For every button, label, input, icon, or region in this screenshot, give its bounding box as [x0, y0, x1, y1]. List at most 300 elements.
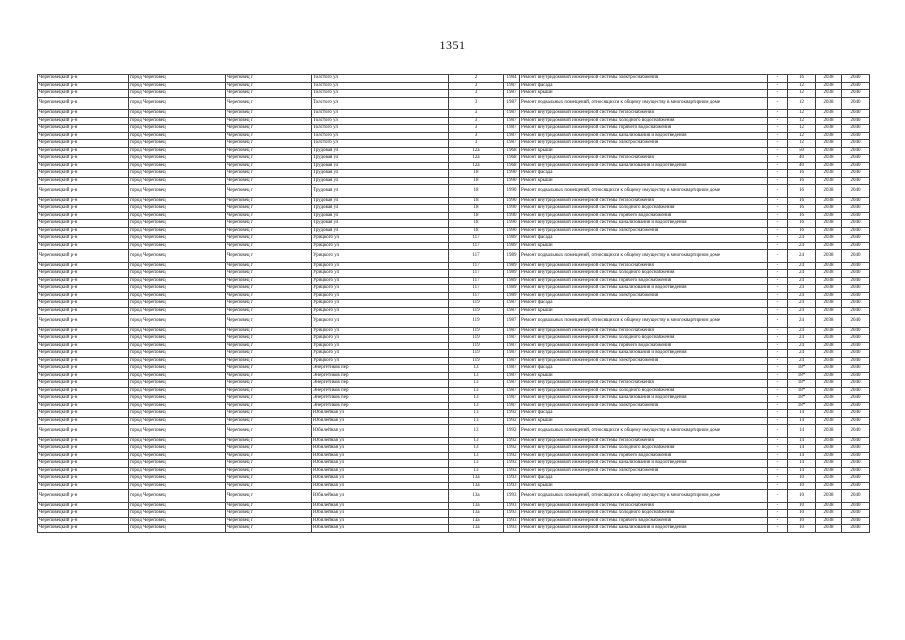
build-year-cell: 1992: [504, 417, 520, 425]
work-type-cell: Ремонт фасада: [520, 365, 768, 373]
table-row: [38, 517, 870, 525]
table-row: [38, 437, 870, 445]
work-type-cell: Ремонт внутридомовой инженерной системы канализования и водоотведения: [520, 220, 768, 228]
house-number-cell: 12а: [449, 147, 504, 155]
municipality-cell: город Череповец: [129, 357, 226, 365]
street-cell: Толстого ул: [312, 97, 449, 110]
build-year-cell: 1993: [504, 490, 520, 503]
dash-cell: -: [768, 125, 788, 133]
street-cell: Урицкого ул: [312, 335, 449, 343]
dash-cell: -: [768, 502, 788, 510]
end-year-cell: 2040: [842, 212, 870, 220]
street-cell: Урицкого ул: [312, 342, 449, 350]
work-type-cell: Ремонт внутридомовой инженерной системы горячего водоснабжения: [520, 212, 768, 220]
table-row: [38, 307, 870, 315]
build-year-cell: 1987: [504, 300, 520, 308]
quantity-cell: 10: [788, 517, 816, 525]
start-year-cell: 2038: [816, 490, 842, 503]
street-cell: Урицкого ул: [312, 292, 449, 300]
district-cell: Череповецкий р-н: [38, 467, 129, 475]
street-cell: Урицкого ул: [312, 307, 449, 315]
locality-cell: Череповец г: [226, 185, 312, 198]
locality-cell: Череповец г: [226, 277, 312, 285]
street-cell: Трудовая ул: [312, 220, 449, 228]
house-number-cell: 18: [449, 197, 504, 205]
dash-cell: -: [768, 212, 788, 220]
municipality-cell: город Череповец: [129, 410, 226, 418]
quantity-cell: 12: [788, 90, 816, 98]
table-row: [38, 387, 870, 395]
end-year-cell: 2040: [842, 242, 870, 250]
house-number-cell: 13а: [449, 517, 504, 525]
district-cell: Череповецкий р-н: [38, 437, 129, 445]
locality-cell: Череповец г: [226, 467, 312, 475]
start-year-cell: 2038: [816, 402, 842, 410]
municipality-cell: город Череповец: [129, 270, 226, 278]
work-type-cell: Ремонт подвальных помещений, относящихся к общему имуществу в многоквартирном доме: [520, 185, 768, 198]
street-cell: Толстого ул: [312, 125, 449, 133]
street-cell: Толстого ул: [312, 110, 449, 118]
work-type-cell: Ремонт крыши: [520, 307, 768, 315]
end-year-cell: 2040: [842, 285, 870, 293]
street-cell: Урицкого ул: [312, 270, 449, 278]
dash-cell: -: [768, 335, 788, 343]
work-type-cell: Ремонт внутридомовой инженерной системы канализования и водоотведения: [520, 395, 768, 403]
dash-cell: -: [768, 262, 788, 270]
street-cell: Урицкого ул: [312, 250, 449, 263]
municipality-cell: город Череповец: [129, 417, 226, 425]
work-type-cell: Ремонт внутридомовой инженерной системы горячего водоснабжения: [520, 452, 768, 460]
table-row: [38, 467, 870, 475]
quantity-cell: 24: [788, 250, 816, 263]
table-row: [38, 242, 870, 250]
work-type-cell: Ремонт крыши: [520, 242, 768, 250]
start-year-cell: 2038: [816, 425, 842, 438]
table-row: [38, 460, 870, 468]
dash-cell: -: [768, 410, 788, 418]
end-year-cell: 2040: [842, 387, 870, 395]
house-number-cell: 3: [449, 90, 504, 98]
work-type-cell: Ремонт фасада: [520, 300, 768, 308]
street-cell: Энергетиков пер: [312, 395, 449, 403]
work-type-cell: Ремонт подвальных помещений, относящихся к общему имуществу в многоквартирном доме: [520, 315, 768, 328]
work-type-cell: Ремонт внутридомовой инженерной системы горячего водоснабжения: [520, 342, 768, 350]
end-year-cell: 2040: [842, 185, 870, 198]
end-year-cell: 2040: [842, 372, 870, 380]
start-year-cell: 2038: [816, 292, 842, 300]
end-year-cell: 2040: [842, 490, 870, 503]
end-year-cell: 2040: [842, 270, 870, 278]
municipality-cell: город Череповец: [129, 125, 226, 133]
table-row: [38, 357, 870, 365]
municipality-cell: город Череповец: [129, 227, 226, 235]
locality-cell: Череповец г: [226, 227, 312, 235]
dash-cell: -: [768, 140, 788, 148]
house-number-cell: 3: [449, 82, 504, 90]
municipality-cell: город Череповец: [129, 482, 226, 490]
municipality-cell: город Череповец: [129, 380, 226, 388]
quantity-cell: 18*: [788, 402, 816, 410]
build-year-cell: 1989: [504, 250, 520, 263]
build-year-cell: 1990: [504, 177, 520, 185]
house-number-cell: 18: [449, 220, 504, 228]
work-type-cell: Ремонт внутридомовой инженерной системы теплоснабжения: [520, 155, 768, 163]
build-year-cell: 1987: [504, 315, 520, 328]
build-year-cell: 1992: [504, 452, 520, 460]
municipality-cell: город Череповец: [129, 205, 226, 213]
end-year-cell: 2040: [842, 467, 870, 475]
dash-cell: -: [768, 235, 788, 243]
locality-cell: Череповец г: [226, 327, 312, 335]
build-year-cell: 1990: [504, 197, 520, 205]
table-row: [38, 82, 870, 90]
house-number-cell: 13: [449, 410, 504, 418]
table-row: [38, 177, 870, 185]
district-cell: Череповецкий р-н: [38, 242, 129, 250]
street-cell: Юбилейная ул: [312, 445, 449, 453]
dash-cell: -: [768, 197, 788, 205]
street-cell: Толстого ул: [312, 75, 449, 83]
work-type-cell: Ремонт фасада: [520, 410, 768, 418]
district-cell: Череповецкий р-н: [38, 327, 129, 335]
build-year-cell: 1992: [504, 460, 520, 468]
house-number-cell: 18: [449, 227, 504, 235]
table-row: [38, 315, 870, 328]
house-number-cell: 3: [449, 110, 504, 118]
dash-cell: -: [768, 277, 788, 285]
municipality-cell: город Череповец: [129, 140, 226, 148]
district-cell: Череповецкий р-н: [38, 510, 129, 518]
street-cell: Юбилейная ул: [312, 467, 449, 475]
quantity-cell: 24: [788, 242, 816, 250]
quantity-cell: 16: [788, 170, 816, 178]
house-number-cell: 13: [449, 437, 504, 445]
build-year-cell: 1987: [504, 97, 520, 110]
quantity-cell: 14: [788, 437, 816, 445]
quantity-cell: 12: [788, 82, 816, 90]
district-cell: Череповецкий р-н: [38, 387, 129, 395]
district-cell: Череповецкий р-н: [38, 250, 129, 263]
table-row: [38, 335, 870, 343]
house-number-cell: 119: [449, 300, 504, 308]
street-cell: Трудовая ул: [312, 155, 449, 163]
work-type-cell: Ремонт внутридомовой инженерной системы теплоснабжения: [520, 502, 768, 510]
dash-cell: -: [768, 117, 788, 125]
work-type-cell: Ремонт внутридомовой инженерной системы горячего водоснабжения: [520, 125, 768, 133]
start-year-cell: 2038: [816, 75, 842, 83]
house-number-cell: 117: [449, 235, 504, 243]
work-type-cell: Ремонт внутридомовой инженерной системы холодного водоснабжения: [520, 117, 768, 125]
municipality-cell: город Череповец: [129, 177, 226, 185]
dash-cell: -: [768, 402, 788, 410]
dash-cell: -: [768, 517, 788, 525]
quantity-cell: 24: [788, 262, 816, 270]
district-cell: Череповецкий р-н: [38, 97, 129, 110]
quantity-cell: 12: [788, 97, 816, 110]
dash-cell: -: [768, 132, 788, 140]
district-cell: Череповецкий р-н: [38, 125, 129, 133]
start-year-cell: 2038: [816, 82, 842, 90]
table-row: [38, 90, 870, 98]
quantity-cell: 18*: [788, 395, 816, 403]
quantity-cell: 16: [788, 205, 816, 213]
dash-cell: -: [768, 395, 788, 403]
work-type-cell: Ремонт внутридомовой инженерной системы электроснабжения: [520, 227, 768, 235]
work-type-cell: Ремонт внутридомовой инженерной системы канализования и водоотведения: [520, 285, 768, 293]
start-year-cell: 2038: [816, 220, 842, 228]
end-year-cell: 2040: [842, 452, 870, 460]
work-type-cell: Ремонт фасада: [520, 475, 768, 483]
work-type-cell: Ремонт крыши: [520, 90, 768, 98]
locality-cell: Череповец г: [226, 300, 312, 308]
table-row: [38, 220, 870, 228]
house-number-cell: 12а: [449, 155, 504, 163]
municipality-cell: город Череповец: [129, 235, 226, 243]
municipality-cell: город Череповец: [129, 155, 226, 163]
quantity-cell: 16: [788, 212, 816, 220]
table-row: [38, 110, 870, 118]
table-row: [38, 425, 870, 438]
quantity-cell: 10: [788, 482, 816, 490]
build-year-cell: 1990: [504, 212, 520, 220]
build-year-cell: 1968: [504, 162, 520, 170]
start-year-cell: 2038: [816, 380, 842, 388]
municipality-cell: город Череповец: [129, 365, 226, 373]
end-year-cell: 2040: [842, 147, 870, 155]
start-year-cell: 2038: [816, 212, 842, 220]
start-year-cell: 2038: [816, 410, 842, 418]
district-cell: Череповецкий р-н: [38, 132, 129, 140]
quantity-cell: 16: [788, 197, 816, 205]
start-year-cell: 2038: [816, 475, 842, 483]
district-cell: Череповецкий р-н: [38, 525, 129, 533]
dash-cell: -: [768, 525, 788, 533]
build-year-cell: 1992: [504, 425, 520, 438]
dash-cell: -: [768, 185, 788, 198]
build-year-cell: 1993: [504, 525, 520, 533]
municipality-cell: город Череповец: [129, 212, 226, 220]
municipality-cell: город Череповец: [129, 82, 226, 90]
house-number-cell: 18: [449, 177, 504, 185]
house-number-cell: 2: [449, 75, 504, 83]
locality-cell: Череповец г: [226, 220, 312, 228]
repair-schedule-table: [37, 74, 870, 533]
work-type-cell: Ремонт внутридомовой инженерной системы холодного водоснабжения: [520, 270, 768, 278]
municipality-cell: город Череповец: [129, 162, 226, 170]
work-type-cell: Ремонт внутридомовой инженерной системы канализования и водоотведения: [520, 525, 768, 533]
build-year-cell: 1987: [504, 402, 520, 410]
dash-cell: -: [768, 75, 788, 83]
end-year-cell: 2040: [842, 227, 870, 235]
house-number-cell: 3: [449, 117, 504, 125]
quantity-cell: 14: [788, 460, 816, 468]
house-number-cell: 3: [449, 97, 504, 110]
house-number-cell: 117: [449, 270, 504, 278]
start-year-cell: 2038: [816, 250, 842, 263]
dash-cell: -: [768, 357, 788, 365]
locality-cell: Череповец г: [226, 387, 312, 395]
build-year-cell: 1993: [504, 475, 520, 483]
district-cell: Череповецкий р-н: [38, 502, 129, 510]
end-year-cell: 2040: [842, 300, 870, 308]
municipality-cell: город Череповец: [129, 97, 226, 110]
district-cell: Череповецкий р-н: [38, 277, 129, 285]
street-cell: Трудовая ул: [312, 212, 449, 220]
build-year-cell: 1990: [504, 185, 520, 198]
build-year-cell: 1989: [504, 262, 520, 270]
house-number-cell: 117: [449, 250, 504, 263]
street-cell: Юбилейная ул: [312, 417, 449, 425]
dash-cell: -: [768, 250, 788, 263]
end-year-cell: 2040: [842, 117, 870, 125]
district-cell: Череповецкий р-н: [38, 197, 129, 205]
locality-cell: Череповец г: [226, 147, 312, 155]
locality-cell: Череповец г: [226, 212, 312, 220]
district-cell: Череповецкий р-н: [38, 185, 129, 198]
municipality-cell: город Череповец: [129, 395, 226, 403]
end-year-cell: 2040: [842, 402, 870, 410]
quantity-cell: 24: [788, 357, 816, 365]
end-year-cell: 2040: [842, 525, 870, 533]
district-cell: Череповецкий р-н: [38, 452, 129, 460]
work-type-cell: Ремонт крыши: [520, 177, 768, 185]
street-cell: Толстого ул: [312, 117, 449, 125]
quantity-cell: 16: [788, 75, 816, 83]
district-cell: Череповецкий р-н: [38, 117, 129, 125]
locality-cell: Череповец г: [226, 292, 312, 300]
end-year-cell: 2040: [842, 517, 870, 525]
district-cell: Череповецкий р-н: [38, 342, 129, 350]
table-row: [38, 197, 870, 205]
street-cell: Юбилейная ул: [312, 525, 449, 533]
district-cell: Череповецкий р-н: [38, 417, 129, 425]
locality-cell: Череповец г: [226, 517, 312, 525]
build-year-cell: 1993: [504, 502, 520, 510]
locality-cell: Череповец г: [226, 357, 312, 365]
street-cell: Энергетиков пер: [312, 365, 449, 373]
build-year-cell: 1987: [504, 365, 520, 373]
table-row: [38, 235, 870, 243]
end-year-cell: 2040: [842, 197, 870, 205]
locality-cell: Череповец г: [226, 97, 312, 110]
street-cell: Урицкого ул: [312, 357, 449, 365]
district-cell: Череповецкий р-н: [38, 285, 129, 293]
municipality-cell: город Череповец: [129, 292, 226, 300]
district-cell: Череповецкий р-н: [38, 357, 129, 365]
locality-cell: Череповец г: [226, 177, 312, 185]
municipality-cell: город Череповец: [129, 387, 226, 395]
table-row: [38, 162, 870, 170]
start-year-cell: 2038: [816, 117, 842, 125]
street-cell: Толстого ул: [312, 82, 449, 90]
end-year-cell: 2040: [842, 177, 870, 185]
street-cell: Трудовая ул: [312, 227, 449, 235]
street-cell: Трудовая ул: [312, 147, 449, 155]
house-number-cell: 13а: [449, 482, 504, 490]
locality-cell: Череповец г: [226, 262, 312, 270]
district-cell: Череповецкий р-н: [38, 270, 129, 278]
district-cell: Череповецкий р-н: [38, 82, 129, 90]
start-year-cell: 2038: [816, 502, 842, 510]
build-year-cell: 1987: [504, 132, 520, 140]
work-type-cell: Ремонт крыши: [520, 147, 768, 155]
house-number-cell: 13: [449, 402, 504, 410]
end-year-cell: 2040: [842, 97, 870, 110]
municipality-cell: город Череповец: [129, 132, 226, 140]
page-number: 1351: [439, 38, 466, 52]
work-type-cell: Ремонт внутридомовой инженерной системы электроснабжения: [520, 140, 768, 148]
build-year-cell: 1987: [504, 342, 520, 350]
quantity-cell: 16: [788, 220, 816, 228]
municipality-cell: город Череповец: [129, 220, 226, 228]
start-year-cell: 2038: [816, 285, 842, 293]
build-year-cell: 1987: [504, 82, 520, 90]
municipality-cell: город Череповец: [129, 510, 226, 518]
build-year-cell: 1990: [504, 205, 520, 213]
start-year-cell: 2038: [816, 197, 842, 205]
quantity-cell: 10: [788, 502, 816, 510]
street-cell: Юбилейная ул: [312, 517, 449, 525]
build-year-cell: 1968: [504, 155, 520, 163]
municipality-cell: город Череповец: [129, 300, 226, 308]
quantity-cell: 18*: [788, 372, 816, 380]
start-year-cell: 2038: [816, 437, 842, 445]
start-year-cell: 2038: [816, 510, 842, 518]
end-year-cell: 2040: [842, 262, 870, 270]
build-year-cell: 1989: [504, 285, 520, 293]
build-year-cell: 1989: [504, 270, 520, 278]
locality-cell: Череповец г: [226, 205, 312, 213]
locality-cell: Череповец г: [226, 270, 312, 278]
build-year-cell: 1968: [504, 147, 520, 155]
build-year-cell: 1989: [504, 277, 520, 285]
district-cell: Череповецкий р-н: [38, 262, 129, 270]
work-type-cell: Ремонт внутридомовой инженерной системы холодного водоснабжения: [520, 387, 768, 395]
dash-cell: -: [768, 327, 788, 335]
work-type-cell: Ремонт подвальных помещений, относящихся к общему имуществу в многоквартирном доме: [520, 425, 768, 438]
build-year-cell: 1989: [504, 235, 520, 243]
start-year-cell: 2038: [816, 132, 842, 140]
start-year-cell: 2038: [816, 155, 842, 163]
quantity-cell: 18*: [788, 387, 816, 395]
start-year-cell: 2038: [816, 467, 842, 475]
start-year-cell: 2038: [816, 227, 842, 235]
start-year-cell: 2038: [816, 205, 842, 213]
table-row: [38, 417, 870, 425]
quantity-cell: 40: [788, 155, 816, 163]
locality-cell: Череповец г: [226, 482, 312, 490]
street-cell: Трудовая ул: [312, 170, 449, 178]
district-cell: Череповецкий р-н: [38, 220, 129, 228]
build-year-cell: 1992: [504, 467, 520, 475]
municipality-cell: город Череповец: [129, 342, 226, 350]
house-number-cell: 13а: [449, 475, 504, 483]
house-number-cell: 13: [449, 460, 504, 468]
locality-cell: Череповец г: [226, 380, 312, 388]
municipality-cell: город Череповец: [129, 117, 226, 125]
street-cell: Толстого ул: [312, 90, 449, 98]
table-row: [38, 147, 870, 155]
house-number-cell: 13а: [449, 502, 504, 510]
municipality-cell: город Череповец: [129, 170, 226, 178]
street-cell: Юбилейная ул: [312, 410, 449, 418]
quantity-cell: 24: [788, 270, 816, 278]
end-year-cell: 2040: [842, 357, 870, 365]
quantity-cell: 24: [788, 315, 816, 328]
municipality-cell: город Череповец: [129, 327, 226, 335]
dash-cell: -: [768, 220, 788, 228]
quantity-cell: 10: [788, 475, 816, 483]
